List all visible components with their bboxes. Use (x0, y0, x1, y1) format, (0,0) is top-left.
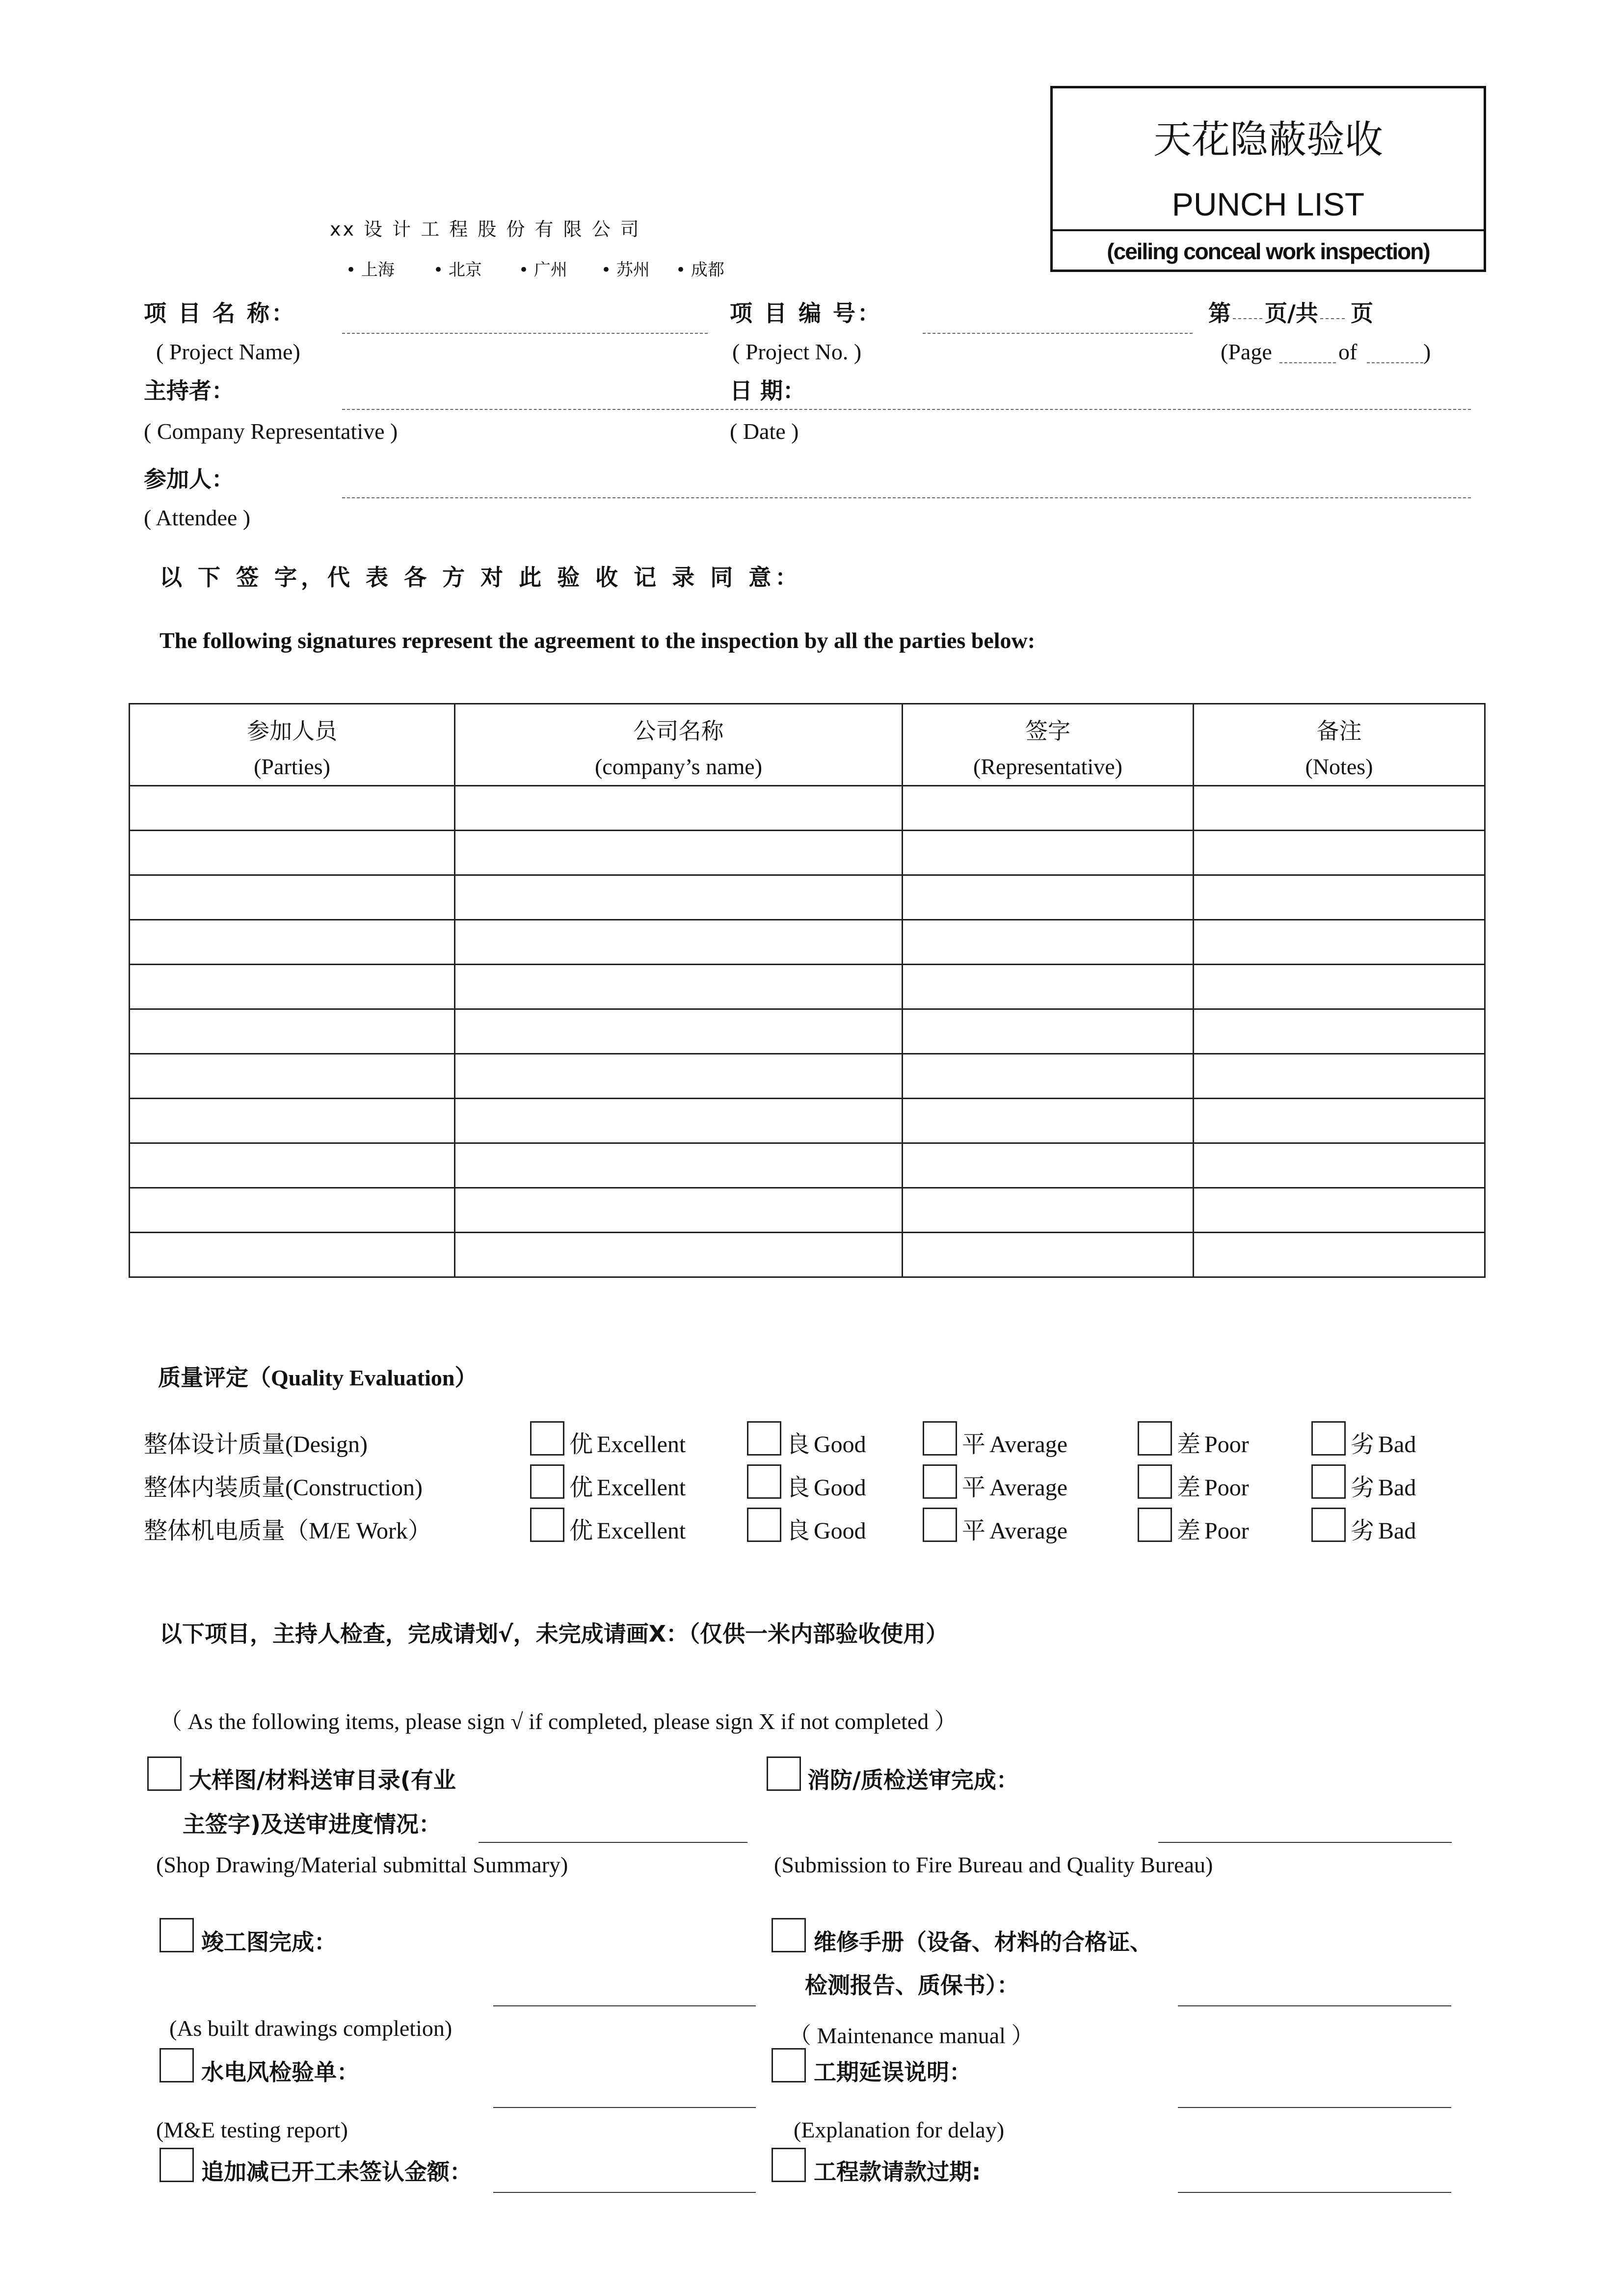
attendee-label-en: ( Attendee ) (144, 505, 251, 530)
table-cell-notes[interactable] (1194, 965, 1485, 1009)
checkbox-construction-good[interactable] (747, 1464, 781, 1499)
title-divider (1053, 229, 1484, 231)
table-cell-notes[interactable] (1194, 1143, 1485, 1188)
project-no-label-cn: 项 目 编 号： (730, 300, 882, 326)
host-date-line[interactable] (342, 409, 1471, 410)
checklist-label-en-delay-explanation: (Explanation for delay) (794, 2117, 1005, 2142)
checkbox-me-work-poor[interactable] (1138, 1508, 1172, 1542)
checklist-label-maintenance-manual: 维修手册（设备、材料的合格证、 (814, 1929, 1152, 1955)
company-name: xx 设 计 工 程 股 份 有 限 公 司 (330, 218, 641, 240)
checklist-fill-line-shop-drawing[interactable] (479, 1842, 747, 1843)
option-label-average: 平 Average (962, 1474, 1068, 1501)
signature-table (129, 703, 1486, 1278)
checkbox-fire-quality-submission[interactable] (767, 1756, 801, 1791)
column-header-notes: 备注 (Notes) (1194, 704, 1485, 786)
table-row (130, 1009, 1485, 1054)
form-subtitle: (ceiling conceal work inspection) (1107, 239, 1430, 264)
city-shanghai: • 上海 (346, 260, 395, 280)
table-cell-representative[interactable] (903, 920, 1194, 965)
table-cell-company[interactable] (455, 1143, 903, 1188)
table-cell-parties[interactable] (130, 875, 455, 920)
checkbox-me-work-good[interactable] (747, 1508, 781, 1542)
form-title-en: PUNCH LIST (1171, 186, 1365, 222)
checklist-label-delay-explanation: 工期延误说明： (814, 2059, 972, 2085)
page-label-cn-2: 页/共 (1265, 300, 1318, 326)
checklist-fill-line-payment-overdue[interactable] (1178, 2192, 1451, 2193)
checklist-fill-line-as-built[interactable] (493, 2005, 756, 2006)
checkbox-construction-excellent[interactable] (530, 1464, 564, 1499)
page-label-cn-3: 页 (1351, 300, 1373, 326)
checklist-instruction-cn: 以下项目，主持人检查，完成请划√，未完成请画X：（仅供一米内部验收使用） (160, 1621, 949, 1647)
host-label-en: ( Company Representative ) (144, 419, 398, 444)
table-cell-representative[interactable] (903, 1143, 1194, 1188)
attendee-label-cn: 参加人： (144, 466, 234, 492)
checklist-label-cont-shop-drawing: 主签字)及送审进度情况： (183, 1811, 442, 1837)
table-cell-representative[interactable] (903, 1099, 1194, 1143)
quality-row-label-design: 整体设计质量(Design) (144, 1431, 368, 1458)
city-guangzhou: • 广州 (519, 260, 567, 280)
agreement-cn: 以 下 签 字，代 表 各 方 对 此 验 收 记 录 同 意： (160, 564, 802, 591)
page-label-cn-1: 第 (1208, 300, 1231, 326)
table-cell-company[interactable] (455, 920, 903, 965)
table-cell-parties[interactable] (130, 1233, 455, 1277)
table-cell-parties[interactable] (130, 1054, 455, 1099)
checkbox-me-testing[interactable] (160, 2048, 194, 2082)
page-current-line[interactable] (1233, 318, 1262, 319)
table-cell-notes[interactable] (1194, 1099, 1485, 1143)
table-cell-company[interactable] (455, 831, 903, 875)
option-label-good: 良 Good (786, 1431, 866, 1458)
checklist-fill-line-delay-explanation[interactable] (1178, 2107, 1451, 2108)
checkbox-added-amount[interactable] (160, 2148, 194, 2182)
project-no-label-en: ( Project No. ) (732, 339, 862, 364)
option-label-excellent: 优 Excellent (569, 1474, 686, 1501)
table-cell-notes[interactable] (1194, 1009, 1485, 1054)
checkbox-design-average[interactable] (923, 1421, 957, 1456)
table-cell-parties[interactable] (130, 831, 455, 875)
project-name-line[interactable] (342, 333, 708, 334)
checklist-fill-line-added-amount[interactable] (493, 2192, 756, 2193)
table-cell-parties[interactable] (130, 965, 455, 1009)
checkbox-me-work-bad[interactable] (1311, 1508, 1346, 1542)
checklist-label-payment-overdue: 工程款请款过期: (814, 2159, 981, 2185)
table-cell-representative[interactable] (903, 786, 1194, 831)
city-suzhou: • 苏州 (601, 260, 650, 280)
quality-row-label-construction: 整体内装质量(Construction) (144, 1474, 423, 1501)
checkbox-construction-poor[interactable] (1138, 1464, 1172, 1499)
table-cell-representative[interactable] (903, 1188, 1194, 1233)
checklist-label-en-shop-drawing: (Shop Drawing/Material submittal Summary) (156, 1852, 568, 1877)
table-cell-company[interactable] (455, 786, 903, 831)
project-name-label-cn: 项 目 名 称： (144, 300, 296, 326)
table-cell-representative[interactable] (903, 1009, 1194, 1054)
table-row (130, 1054, 1485, 1099)
checkbox-payment-overdue[interactable] (772, 2148, 806, 2182)
agreement-en: The following signatures represent the agreement to the inspection by all the parties below: (160, 628, 1036, 653)
city-chengdu: • 成都 (676, 260, 724, 280)
option-label-bad: 劣 Bad (1351, 1474, 1416, 1501)
table-cell-representative[interactable] (903, 1233, 1194, 1277)
table-row (130, 1188, 1485, 1233)
checklist-label-fire-quality-submission: 消防/质检送审完成： (807, 1767, 1019, 1793)
table-row (130, 831, 1485, 875)
checkbox-maintenance-manual[interactable] (772, 1918, 806, 1952)
city-beijing: • 北京 (433, 260, 482, 280)
checkbox-design-bad[interactable] (1311, 1421, 1346, 1456)
table-cell-company[interactable] (455, 1233, 903, 1277)
option-label-bad: 劣 Bad (1351, 1431, 1416, 1458)
column-header-company: 公司名称 (company’s name) (455, 704, 903, 786)
checkbox-construction-average[interactable] (923, 1464, 957, 1499)
host-label-cn: 主持者： (144, 378, 234, 404)
checklist-label-added-amount: 追加减已开工未签认金额： (201, 2159, 472, 2185)
table-cell-company[interactable] (455, 1009, 903, 1054)
checkbox-design-good[interactable] (747, 1421, 781, 1456)
page-en-current-line[interactable] (1279, 362, 1336, 363)
option-label-poor: 差 Poor (1177, 1517, 1249, 1544)
checklist-label-en-maintenance-manual: （ Maintenance manual ） (789, 2023, 1034, 2048)
table-cell-parties[interactable] (130, 1143, 455, 1188)
table-cell-company[interactable] (455, 1054, 903, 1099)
checklist-instruction-en: （ As the following items, please sign √ if completed, please sign X if not completed ） (160, 1709, 957, 1734)
option-label-bad: 劣 Bad (1351, 1517, 1416, 1544)
table-cell-parties[interactable] (130, 1099, 455, 1143)
table-row (130, 786, 1485, 831)
table-header-row (130, 704, 1485, 786)
table-cell-notes[interactable] (1194, 1233, 1485, 1277)
table-cell-parties[interactable] (130, 786, 455, 831)
project-name-label-en: ( Project Name) (156, 339, 300, 364)
table-row (130, 1143, 1485, 1188)
table-cell-company[interactable] (455, 1099, 903, 1143)
table-row (130, 1099, 1485, 1143)
table-cell-company[interactable] (455, 1188, 903, 1233)
column-header-representative: 签字 (Representative) (903, 704, 1194, 786)
form-title-cn: 天花隐蔽验收 (1153, 118, 1383, 162)
checklist-fill-line-fire-quality-submission[interactable] (1158, 1842, 1452, 1843)
page-label-en-2: of (1338, 339, 1358, 364)
attendee-line[interactable] (342, 497, 1471, 498)
title-box (1050, 86, 1486, 272)
table-cell-company[interactable] (455, 965, 903, 1009)
checklist-fill-line-me-testing[interactable] (493, 2107, 756, 2108)
table-row (130, 965, 1485, 1009)
checkbox-construction-bad[interactable] (1311, 1464, 1346, 1499)
option-label-excellent: 优 Excellent (569, 1431, 686, 1458)
checklist-fill-line-maintenance-manual[interactable] (1178, 2005, 1451, 2006)
option-label-good: 良 Good (786, 1474, 866, 1501)
page-en-total-line[interactable] (1367, 362, 1423, 363)
checkbox-design-excellent[interactable] (530, 1421, 564, 1456)
table-cell-representative[interactable] (903, 965, 1194, 1009)
quality-heading: 质量评定（Quality Evaluation） (158, 1364, 478, 1391)
checklist-label-shop-drawing: 大样图/材料送审目录(有业 (189, 1767, 456, 1793)
checkbox-design-poor[interactable] (1138, 1421, 1172, 1456)
option-label-excellent: 优 Excellent (569, 1517, 686, 1544)
checklist-label-en-fire-quality-submission: (Submission to Fire Bureau and Quality Bureau) (774, 1852, 1213, 1877)
table-cell-notes[interactable] (1194, 875, 1485, 920)
checklist-label-as-built: 竣工图完成： (201, 1929, 337, 1955)
option-label-poor: 差 Poor (1177, 1474, 1249, 1501)
table-row (130, 1233, 1485, 1277)
checkbox-me-work-excellent[interactable] (530, 1508, 564, 1542)
page-label-en-3: ) (1423, 339, 1431, 364)
checkbox-me-work-average[interactable] (923, 1508, 957, 1542)
project-no-line[interactable] (923, 333, 1193, 334)
checkbox-shop-drawing[interactable] (147, 1756, 182, 1791)
quality-row-label-me-work: 整体机电质量（M/E Work） (144, 1517, 431, 1544)
table-cell-parties[interactable] (130, 1009, 455, 1054)
table-cell-notes[interactable] (1194, 920, 1485, 965)
table-row (130, 920, 1485, 965)
checklist-label-en-me-testing: (M&E testing report) (156, 2117, 348, 2142)
option-label-average: 平 Average (962, 1431, 1068, 1458)
option-label-poor: 差 Poor (1177, 1431, 1249, 1458)
checklist-label-en-as-built: (As built drawings completion) (169, 2016, 453, 2041)
table-cell-parties[interactable] (130, 920, 455, 965)
option-label-average: 平 Average (962, 1517, 1068, 1544)
option-label-good: 良 Good (786, 1517, 866, 1544)
checkbox-as-built[interactable] (160, 1918, 194, 1952)
checkbox-delay-explanation[interactable] (772, 2048, 806, 2082)
table-cell-representative[interactable] (903, 875, 1194, 920)
table-row (130, 875, 1485, 920)
table-cell-notes[interactable] (1194, 786, 1485, 831)
checklist-label-me-testing: 水电风检验单： (201, 2059, 359, 2085)
table-cell-representative[interactable] (903, 1054, 1194, 1099)
table-cell-notes[interactable] (1194, 1054, 1485, 1099)
page-total-line[interactable] (1320, 318, 1345, 319)
page-label-en-1: (Page (1221, 339, 1272, 364)
table-cell-notes[interactable] (1194, 1188, 1485, 1233)
table-cell-company[interactable] (455, 875, 903, 920)
date-label-cn: 日 期： (730, 378, 806, 404)
checklist-label-cont-maintenance-manual: 检测报告、质保书）： (805, 1972, 1019, 1999)
date-label-en: ( Date ) (730, 419, 799, 444)
column-header-parties: 参加人员 (Parties) (130, 704, 455, 786)
table-cell-representative[interactable] (903, 831, 1194, 875)
table-cell-parties[interactable] (130, 1188, 455, 1233)
table-cell-notes[interactable] (1194, 831, 1485, 875)
